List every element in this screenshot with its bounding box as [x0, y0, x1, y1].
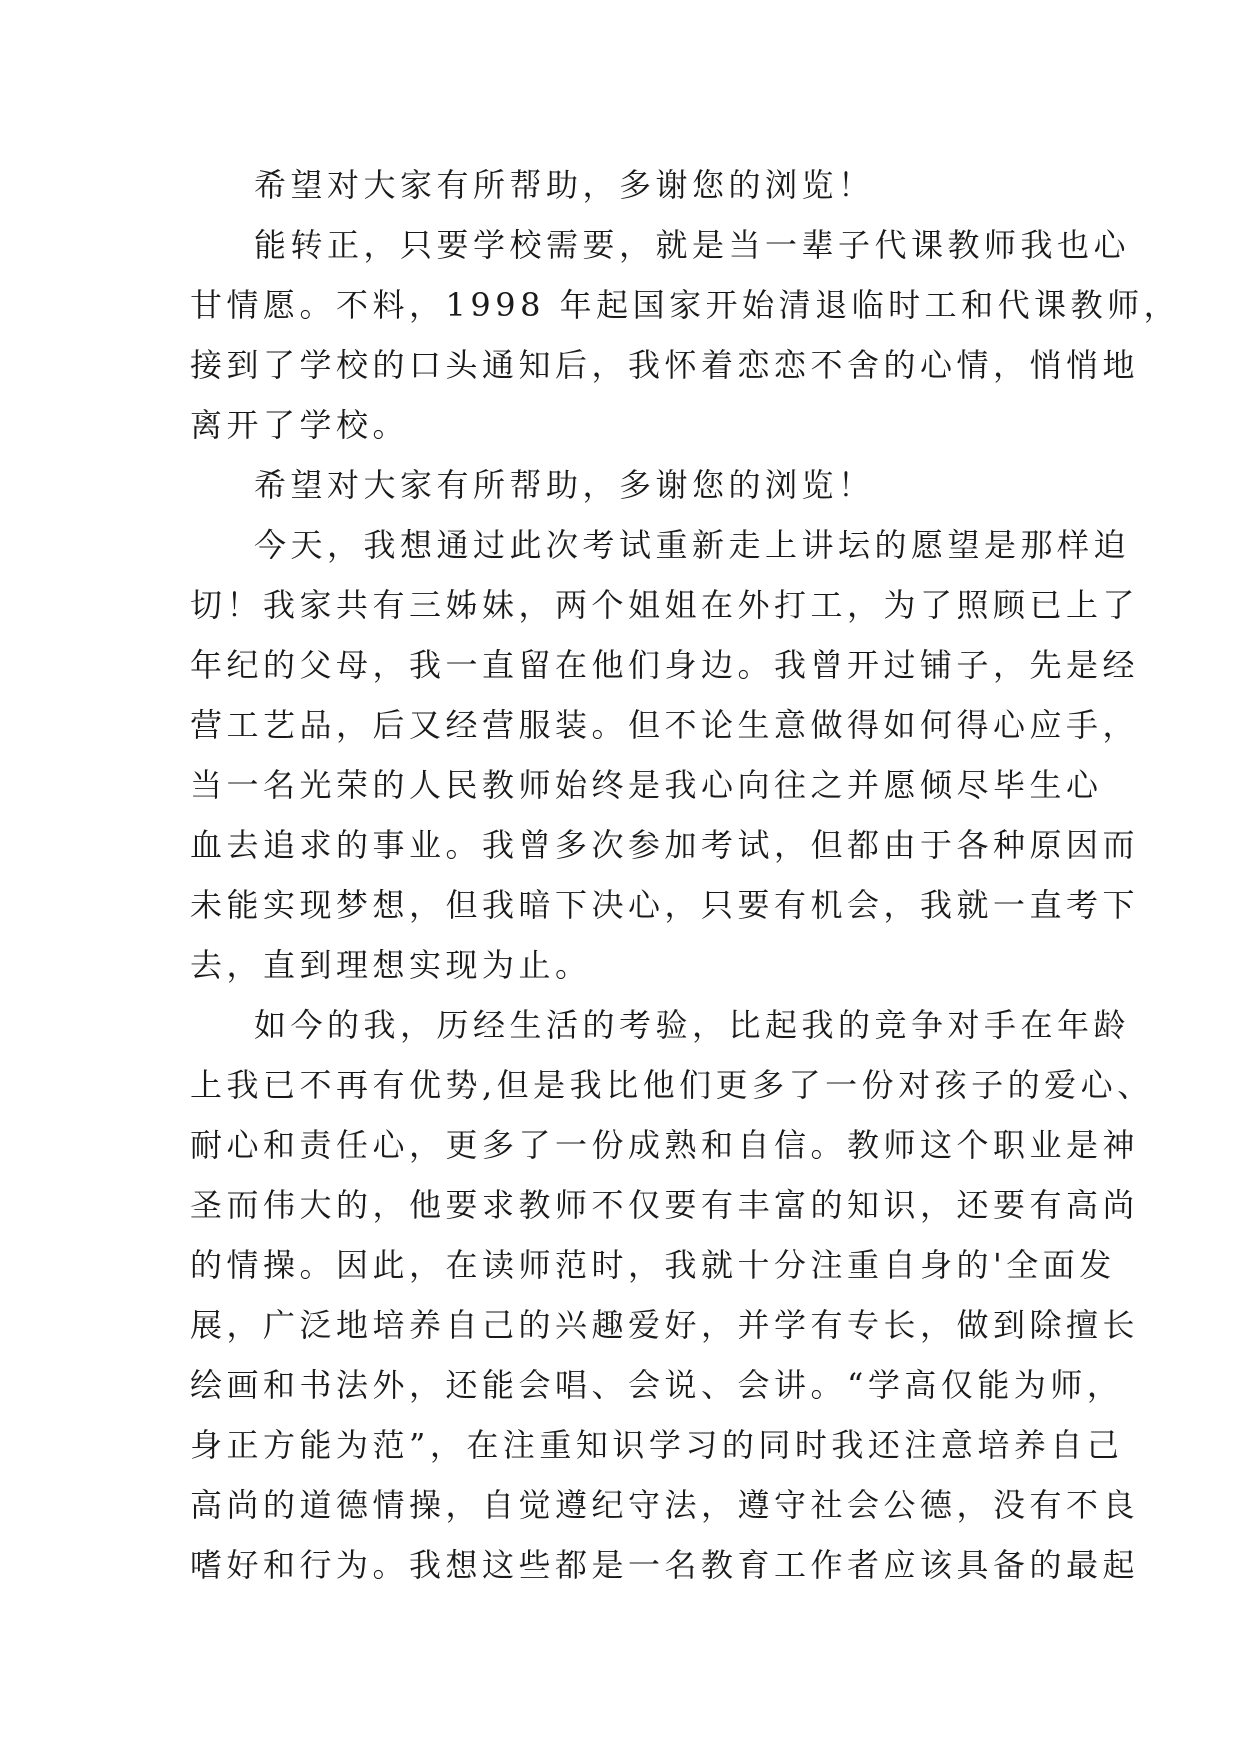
text-line: 甘情愿。不料，1998 年起国家开始清退临时工和代课教师， — [190, 286, 1181, 324]
text-line: 当一名光荣的人民教师始终是我心向往之并愿倾尽毕生心 — [190, 766, 1103, 804]
text-line: 耐心和责任心，更多了一份成熟和自信。教师这个职业是神 — [190, 1126, 1140, 1164]
text-line: 希望对大家有所帮助，多谢您的浏览！ — [254, 466, 875, 504]
text-line: 圣而伟大的，他要求教师不仅要有丰富的知识，还要有高尚 — [190, 1186, 1140, 1224]
text-line: 年纪的父母，我一直留在他们身边。我曾开过铺子，先是经 — [190, 646, 1140, 684]
text-line: 高尚的道德情操，自觉遵纪守法，遵守社会公德，没有不良 — [190, 1486, 1140, 1524]
text-line: 离开了学校。 — [190, 406, 410, 444]
text-line: 身正方能为范”，在注重知识学习的同时我还注意培养自己 — [190, 1426, 1124, 1464]
text-line: 如今的我，历经生活的考验，比起我的竞争对手在年龄 — [254, 1006, 1131, 1044]
text-line: 希望对大家有所帮助，多谢您的浏览！ — [254, 166, 875, 204]
text-line: 嗜好和行为。我想这些都是一名教育工作者应该具备的最起 — [190, 1546, 1140, 1584]
text-line: 绘画和书法外，还能会唱、会说、会讲。“学高仅能为师， — [190, 1366, 1124, 1404]
text-line: 去，直到理想实现为止。 — [190, 946, 592, 984]
text-line: 展，广泛地培养自己的兴趣爱好，并学有专长，做到除擅长 — [190, 1306, 1140, 1344]
text-line: 接到了学校的口头通知后，我怀着恋恋不舍的心情，悄悄地 — [190, 346, 1140, 384]
text-line: 血去追求的事业。我曾多次参加考试，但都由于各种原因而 — [190, 826, 1140, 864]
text-line: 营工艺品，后又经营服装。但不论生意做得如何得心应手， — [190, 706, 1140, 744]
document-body — [190, 155, 1181, 1595]
text-line: 能转正，只要学校需要，就是当一辈子代课教师我也心 — [254, 226, 1131, 264]
text-line: 切！我家共有三姊妹，两个姐姐在外打工，为了照顾已上了 — [190, 586, 1140, 624]
text-line: 的情操。因此，在读师范时，我就十分注重自身的'全面发 — [190, 1246, 1116, 1284]
text-line: 未能实现梦想，但我暗下决心，只要有机会，我就一直考下 — [190, 886, 1140, 924]
text-line: 今天，我想通过此次考试重新走上讲坛的愿望是那样迫 — [254, 526, 1131, 564]
text-line: 上我已不再有优势,但是我比他们更多了一份对孩子的爱心、 — [190, 1066, 1154, 1104]
